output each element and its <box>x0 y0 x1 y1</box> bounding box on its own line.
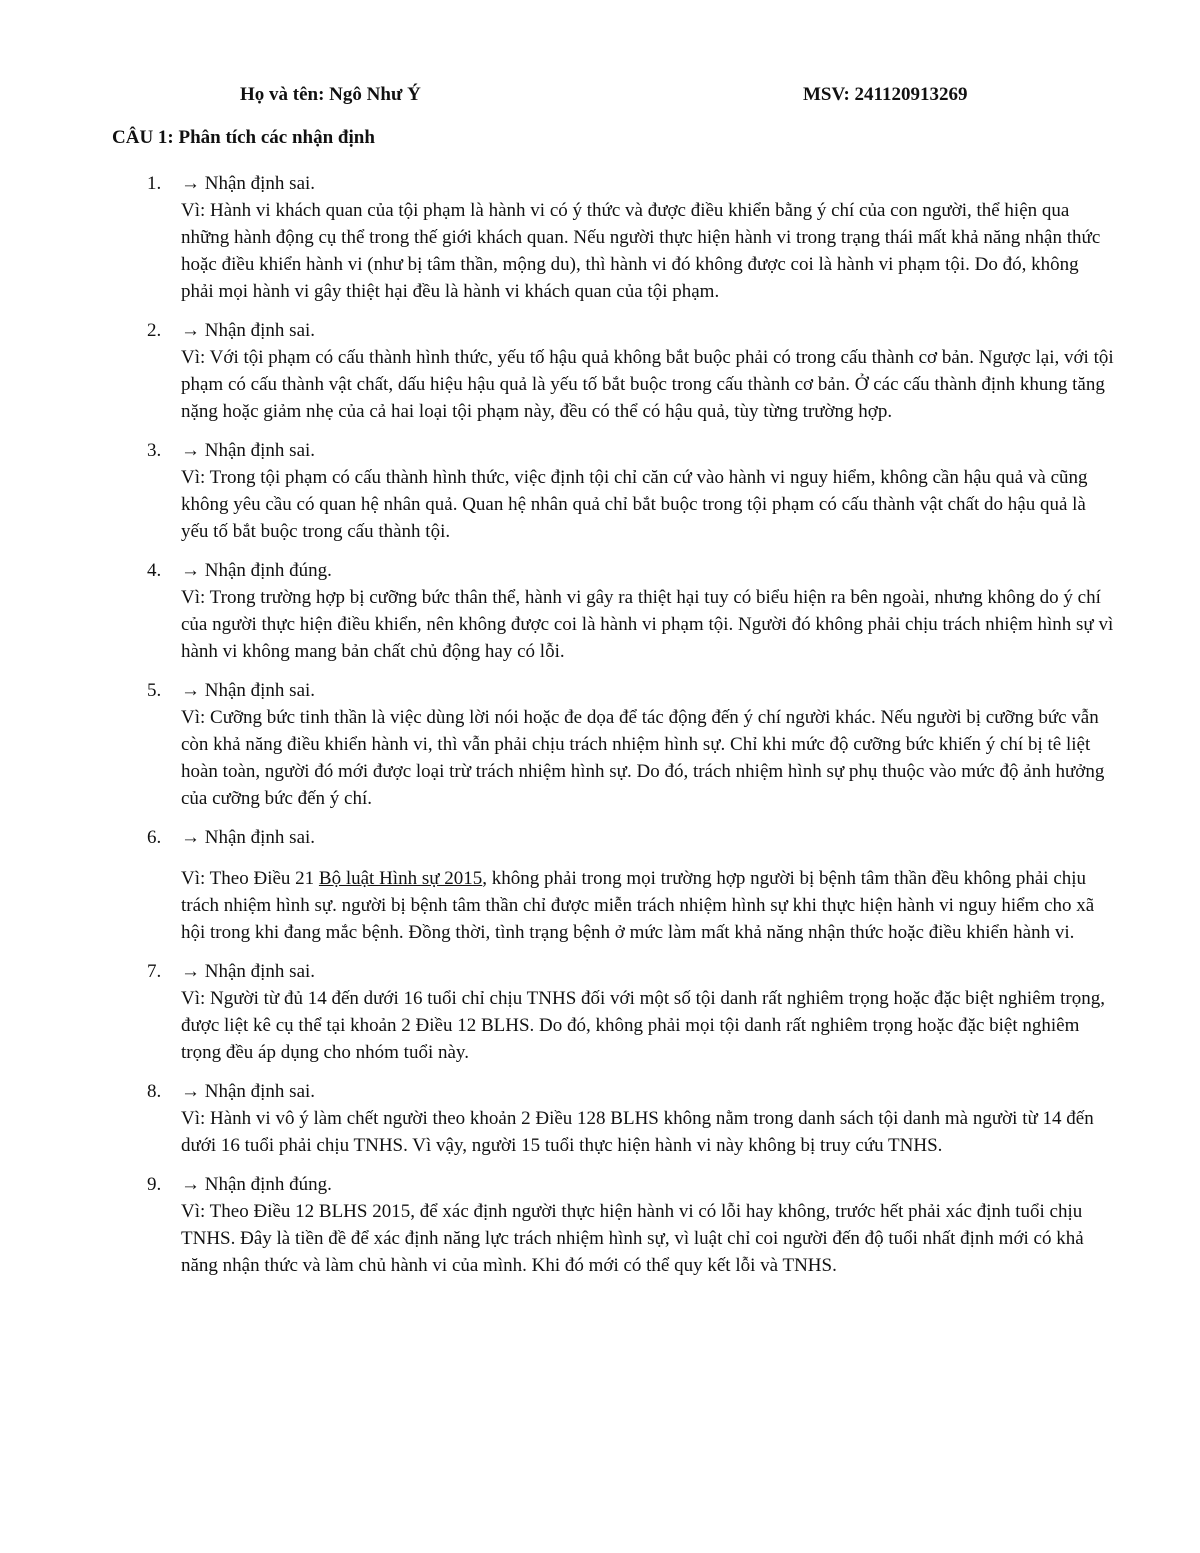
item-reason: Vì: Trong trường hợp bị cưỡng bức thân thể, hành vi gây ra thiệt hại tuy có biểu hiện ra bên ngoài, nhưng không do ý chí của người thực hiện điều khiển, nên không được coi là hành vi phạm tội. Người đó không phải chịu trách nhiệm hình sự vì hành vi không mang bản chất chủ động hay có lỗi. <box>181 587 1114 662</box>
item-reason <box>181 865 1116 946</box>
list-item <box>0 317 1200 425</box>
item-reason: Vì: Hành vi vô ý làm chết người theo khoản 2 Điều 128 BLHS không nằm trong danh sách tội danh mà người từ 14 đến dưới 16 tuổi phải chịu TNHS. Vì vậy, người 15 tuổi thực hiện hành vi này không bị truy cứu TNHS. <box>181 1108 1094 1156</box>
item-verdict: → Nhận định đúng. <box>181 1174 332 1195</box>
list-item <box>0 958 1200 1066</box>
statement-list <box>0 170 1200 1291</box>
list-item <box>0 1171 1200 1279</box>
item-reason: Vì: Hành vi khách quan của tội phạm là hành vi có ý thức và được điều khiển bằng ý chí của con người, thể hiện qua những hành động cụ thể trong thế giới khách quan. Nếu người thực hiện hành vi trong trạng thái mất khả năng nhận thức hoặc điều khiển hành vi (như bị tâm thần, mộng du), thì hành vi đó không được coi là hành vi phạm tội. Do đó, không phải mọi hành vi gây thiệt hại đều là hành vi khách quan của tội phạm. <box>181 200 1101 302</box>
item-number: 6. <box>147 827 162 848</box>
item-verdict: → Nhận định sai. <box>181 173 316 194</box>
reason-suffix: , không phải trong mọi trường hợp người bị bệnh tâm thần đều không phải chịu trách nhiệm hình sự. người bị bệnh tâm thần chỉ được miễn trách nhiệm hình sự khi thực hiện hành vi nguy hiểm cho xã hội trong khi đang mắc bệnh. Đồng thời, tình trạng bệnh ở mức làm mất khả năng nhận thức hoặc điều khiển hành vi. <box>181 868 1095 943</box>
item-verdict: → Nhận định sai. <box>181 961 316 982</box>
item-verdict: → Nhận định sai. <box>181 680 316 701</box>
item-number: 1. <box>147 173 162 194</box>
item-reason: Vì: Với tội phạm có cấu thành hình thức, yếu tố hậu quả không bắt buộc phải có trong cấu thành cơ bản. Ngược lại, với tội phạm có cấu thành vật chất, dấu hiệu hậu quả là yếu tố bắt buộc trong cấu thành cơ bản. Ở các cấu thành định khung tăng nặng hoặc giảm nhẹ của cả hai loại tội phạm này, đều có thể có hậu quả, tùy từng trường hợp. <box>181 347 1114 422</box>
list-item <box>0 557 1200 665</box>
item-number: 7. <box>147 961 162 982</box>
item-reason: Vì: Trong tội phạm có cấu thành hình thức, việc định tội chỉ căn cứ vào hành vi nguy hiểm, không cần hậu quả và cũng không yêu cầu có quan hệ nhân quả. Quan hệ nhân quả chỉ bắt buộc trong tội phạm có cấu thành vật chất do hậu quả là yếu tố bắt buộc trong cấu thành tội. <box>181 467 1088 542</box>
item-verdict: → Nhận định sai. <box>181 827 316 848</box>
list-item <box>0 437 1200 545</box>
student-name: Họ và tên: Ngô Như Ý <box>240 84 421 105</box>
item-verdict: → Nhận định sai. <box>181 1081 316 1102</box>
item-reason: Vì: Người từ đủ 14 đến dưới 16 tuổi chỉ chịu TNHS đối với một số tội danh rất nghiêm trọng hoặc đặc biệt nghiêm trọng, được liệt kê cụ thể tại khoản 2 Điều 12 BLHS. Do đó, không phải mọi tội danh rất nghiêm trọng hoặc đặc biệt nghiêm trọng đều áp dụng cho nhóm tuổi này. <box>181 988 1106 1063</box>
law-link[interactable]: Bộ luật Hình sự 2015 <box>318 868 483 889</box>
student-id: MSV: 241120913269 <box>803 84 968 105</box>
list-item <box>0 1078 1200 1159</box>
item-number: 4. <box>147 560 162 581</box>
item-number: 2. <box>147 320 162 341</box>
item-verdict: → Nhận định sai. <box>181 440 316 461</box>
section-title: CÂU 1: Phân tích các nhận định <box>112 127 375 148</box>
item-number: 5. <box>147 680 162 701</box>
item-verdict: → Nhận định sai. <box>181 320 316 341</box>
item-number: 8. <box>147 1081 162 1102</box>
document-header <box>0 84 1200 110</box>
list-item <box>0 170 1200 305</box>
item-number: 9. <box>147 1174 162 1195</box>
item-reason: Vì: Theo Điều 12 BLHS 2015, để xác định người thực hiện hành vi có lỗi hay không, trước hết phải xác định tuổi chịu TNHS. Đây là tiền đề để xác định năng lực trách nhiệm hình sự, vì luật chỉ coi người đến độ tuổi nhất định mới có khả năng nhận thức và làm chủ hành vi của mình. Khi đó mới có thể quy kết lỗi và TNHS. <box>181 1201 1084 1276</box>
item-number: 3. <box>147 440 162 461</box>
list-item <box>0 677 1200 812</box>
item-verdict: → Nhận định đúng. <box>181 560 332 581</box>
list-item <box>0 824 1200 946</box>
item-reason: Vì: Cưỡng bức tinh thần là việc dùng lời nói hoặc đe dọa để tác động đến ý chí người khác. Nếu người bị cưỡng bức vẫn còn khả năng điều khiển hành vi, thì vẫn phải chịu trách nhiệm hình sự. Chỉ khi mức độ cưỡng bức khiến ý chí bị tê liệt hoàn toàn, người đó mới được loại trừ trách nhiệm hình sự. Do đó, trách nhiệm hình sự phụ thuộc vào mức độ ảnh hưởng của cưỡng bức đến ý chí. <box>181 707 1105 809</box>
reason-prefix: Vì: Theo Điều 21 <box>181 868 319 889</box>
